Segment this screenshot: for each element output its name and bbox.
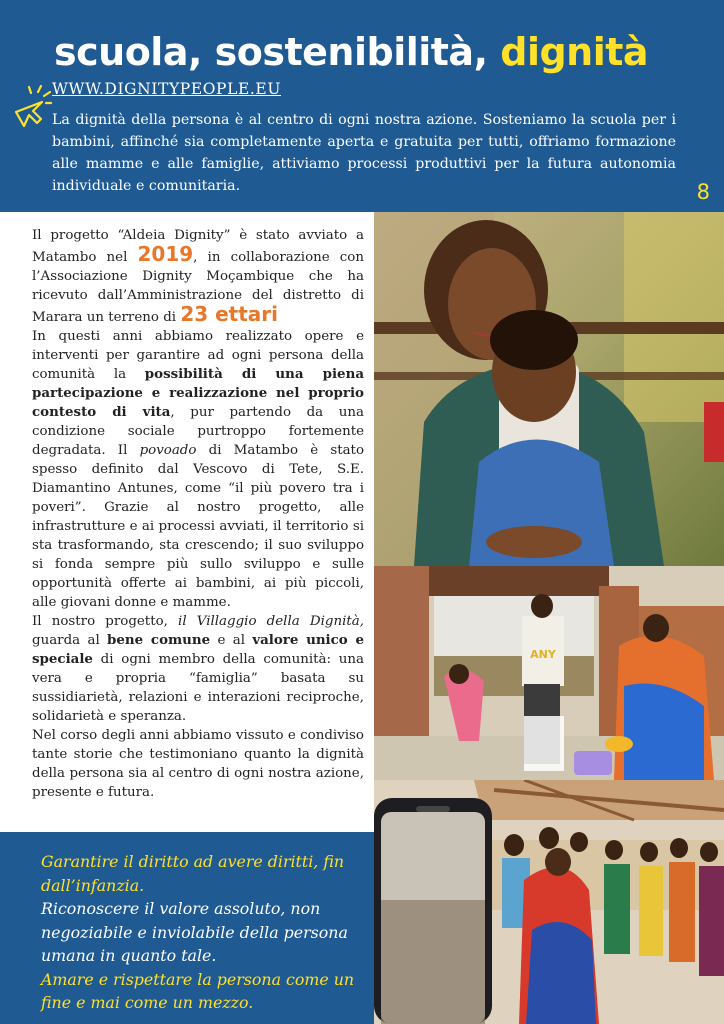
header-banner	[0, 0, 724, 212]
quote-text	[41, 850, 361, 1015]
title-accent: dignità	[500, 30, 649, 74]
intro-paragraph: La dignità della persona è al centro di ogni nostra azione. Sosteniamo la scuola per i bambini, affinché sia completamente aperta e gratuita per tutti, offriamo formazione alle mamme e alle famiglie, attiviamo processi produttivi per la futura autonomia individuale e comunitaria.	[52, 112, 676, 194]
area-highlight: 23 ettari	[180, 302, 279, 326]
click-cursor-icon	[8, 84, 52, 134]
quote-line-value: Riconoscere il valore assoluto, non negoziabile e inviolabile della persona umana in quanto tale.	[41, 899, 348, 965]
photo-dancing-women	[374, 780, 724, 1024]
photo-mother-child	[374, 212, 724, 566]
quote-line-rights: Garantire il diritto ad avere diritti, fin dall’infanzia.	[41, 852, 345, 895]
page-number: 8	[696, 180, 710, 204]
paragraph-stories: Nel corso degli anni abbiamo vissuto e condiviso tante storie che testimoniano quanto la dignità della persona sia al centro di ogni nostra azione, presente e futura.	[32, 728, 364, 800]
photo-women-working	[374, 566, 724, 780]
paragraph-village: Il nostro progetto, il Villaggio della Dignità, guarda al bene comune e al valore unico e speciale di ogni membro della comunità: una vera e propria “famiglia” basata su sussidiarietà, relazioni e interazioni reciproche, solidarietà e speranza.	[32, 614, 364, 724]
page-title	[54, 30, 648, 74]
year-highlight: 2019	[137, 242, 194, 266]
article-body	[32, 226, 364, 802]
quote-line-respect: Amare e rispettare la persona come un fine e mai come un mezzo.	[41, 969, 355, 1012]
title-main: scuola, sostenibilità,	[54, 30, 501, 74]
paragraph-intro: Il progetto “Aldeia Dignity” è stato avviato a Matambo nel 2019, in collaborazione con l’Associazione Dignity Moçambique che ha ricevuto dall’Amministrazione del distretto di Marara un terreno di 23 ettari	[32, 228, 364, 326]
tshirt-print-text: ANY	[530, 648, 556, 661]
paragraph-projects: In questi anni abbiamo realizzato opere e interventi per garantire ad ogni persona della comunità la possibilità di una piena partecipazione e realizzazione nel proprio contesto di vita, pur partendo da una condizione sociale purtroppo fortemente degradata. Il povoado di Matambo è stato spesso definito dal Vescovo di Tete, S.E. Diamantino Antunes, come “il più povero tra i poveri”. Grazie al nostro progetto, alle infrastrutture e ai processi avviati, il territorio si sta trasformando, sta crescendo; il suo sviluppo si fonda sempre più sullo sviluppo e sulle opportunità offerte ai bambini, ai più piccoli, alle giovani donne e mamme.	[32, 329, 365, 610]
website-link[interactable]: WWW.DIGNITYPEOPLE.EU	[52, 80, 281, 98]
quote-box	[0, 832, 374, 1024]
